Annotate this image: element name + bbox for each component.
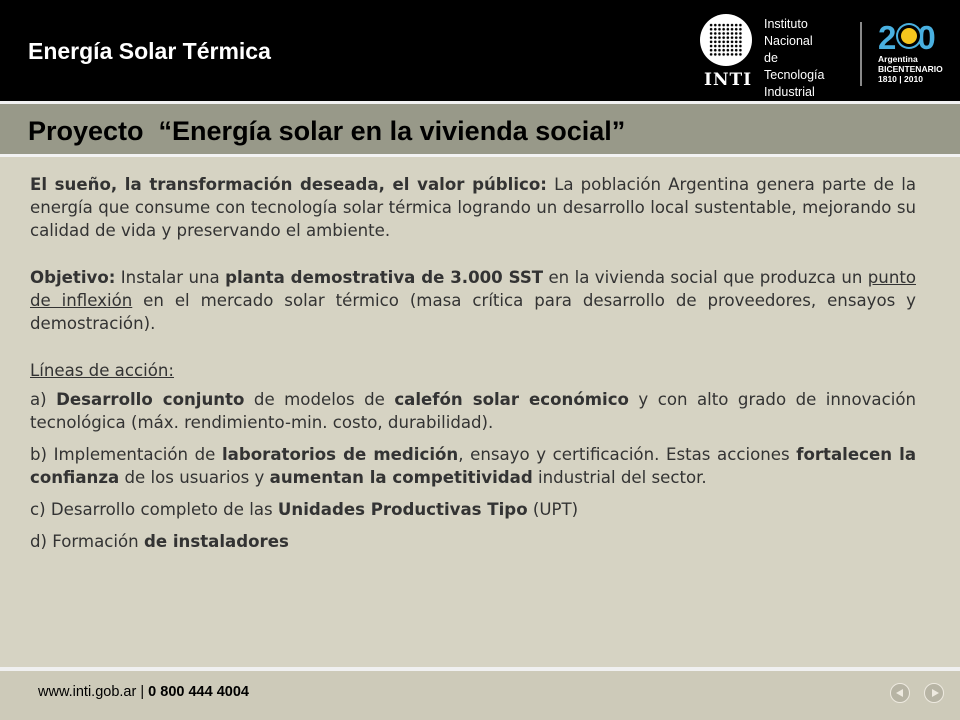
objective-text: en el mercado solar térmico (masa crítica para desarrollo de proveedores, ensayos y demostración). [30,291,916,333]
phone-text: 0 800 444 4004 [148,684,249,700]
project-title: Proyecto “Energía solar en la vivienda social” [28,116,626,146]
header-divider [860,22,862,86]
objective-text: en la vivienda social que produzca un [543,268,868,287]
inti-logo-word: INTI [704,70,753,90]
objective-underline: punto de inflexión [30,268,916,310]
institute-name [764,16,840,101]
inti-logo [700,14,840,99]
vision-text: La población Argentina genera parte de la energía que consume con tecnología solar térmica logrando un desarrollo local sustentable, mejorando su calidad de vida y preservando el ambiente. [30,175,917,240]
next-arrow-icon[interactable] [924,683,944,703]
action-item-text: a) [30,390,57,409]
inti-emblem-icon [700,14,752,66]
action-item-emphasis: Desarrollo conjunto [56,390,245,409]
bicentenario-label: BICENTENARIO [878,64,943,74]
action-item-emphasis: de instaladores [143,532,289,551]
action-item-text: c) Desarrollo completo de las [30,500,278,519]
action-item-emphasis: laboratorios de medición [221,445,459,464]
footer-bar [0,671,960,720]
institute-line: de Tecnología [764,51,825,82]
deck-title: Energía Solar Térmica [28,38,271,64]
slide-content [30,173,916,553]
vision-paragraph [30,173,916,242]
bicentenario-number [878,19,953,56]
bicentenario-years: 1810 | 2010 [878,74,923,84]
action-item-text: , ensayo y certificación. Estas acciones [458,445,797,464]
header-bar [0,0,960,101]
institute-line: Instituto [764,17,808,31]
action-item-text: de modelos de [244,390,395,409]
action-item-c [30,498,916,521]
website-text: www.inti.gob.ar | [38,684,149,700]
action-item-emphasis: aumentan la competitividad [269,468,533,487]
action-lines-heading-text: Líneas de acción: [30,361,174,380]
action-item-text: de los usuarios y [119,468,270,487]
action-item-emphasis: Unidades Productivas Tipo [277,500,528,519]
action-item-text: industrial del sector. [532,468,707,487]
action-item-emphasis: calefón solar económico [394,390,629,409]
objective-heading: Objetivo: [30,268,116,287]
sun-icon [901,28,917,44]
vision-heading: El sueño, la transformación deseada, el valor público: [30,175,547,194]
footer-contact [38,684,249,700]
title-bar [0,101,960,157]
objective-emphasis: planta demostrativa de 3.000 SST [225,268,544,287]
objective-paragraph [30,266,916,335]
bicentenario-logo [878,19,953,90]
action-item-text: b) Implementación de [30,445,222,464]
institute-line: Nacional [764,34,813,48]
action-item-b [30,443,916,489]
action-item-emphasis: fortalecen la confianza [30,445,917,487]
institute-line: Industrial [764,85,815,99]
objective-text: Instalar una [115,268,226,287]
bicentenario-digit: 0 [917,19,935,56]
action-item-d [30,530,916,553]
prev-arrow-icon[interactable] [890,683,910,703]
bicentenario-digit: 2 [878,19,896,56]
action-item-text: y con alto grado de innovación tecnológica (máx. rendimiento-min. costo, durabilidad). [30,390,916,432]
action-item-text: (UPT) [527,500,579,519]
action-lines-heading [30,359,916,382]
action-item-text: d) Formación [30,532,144,551]
bicentenario-country: Argentina [878,54,918,64]
action-item-a [30,388,916,434]
